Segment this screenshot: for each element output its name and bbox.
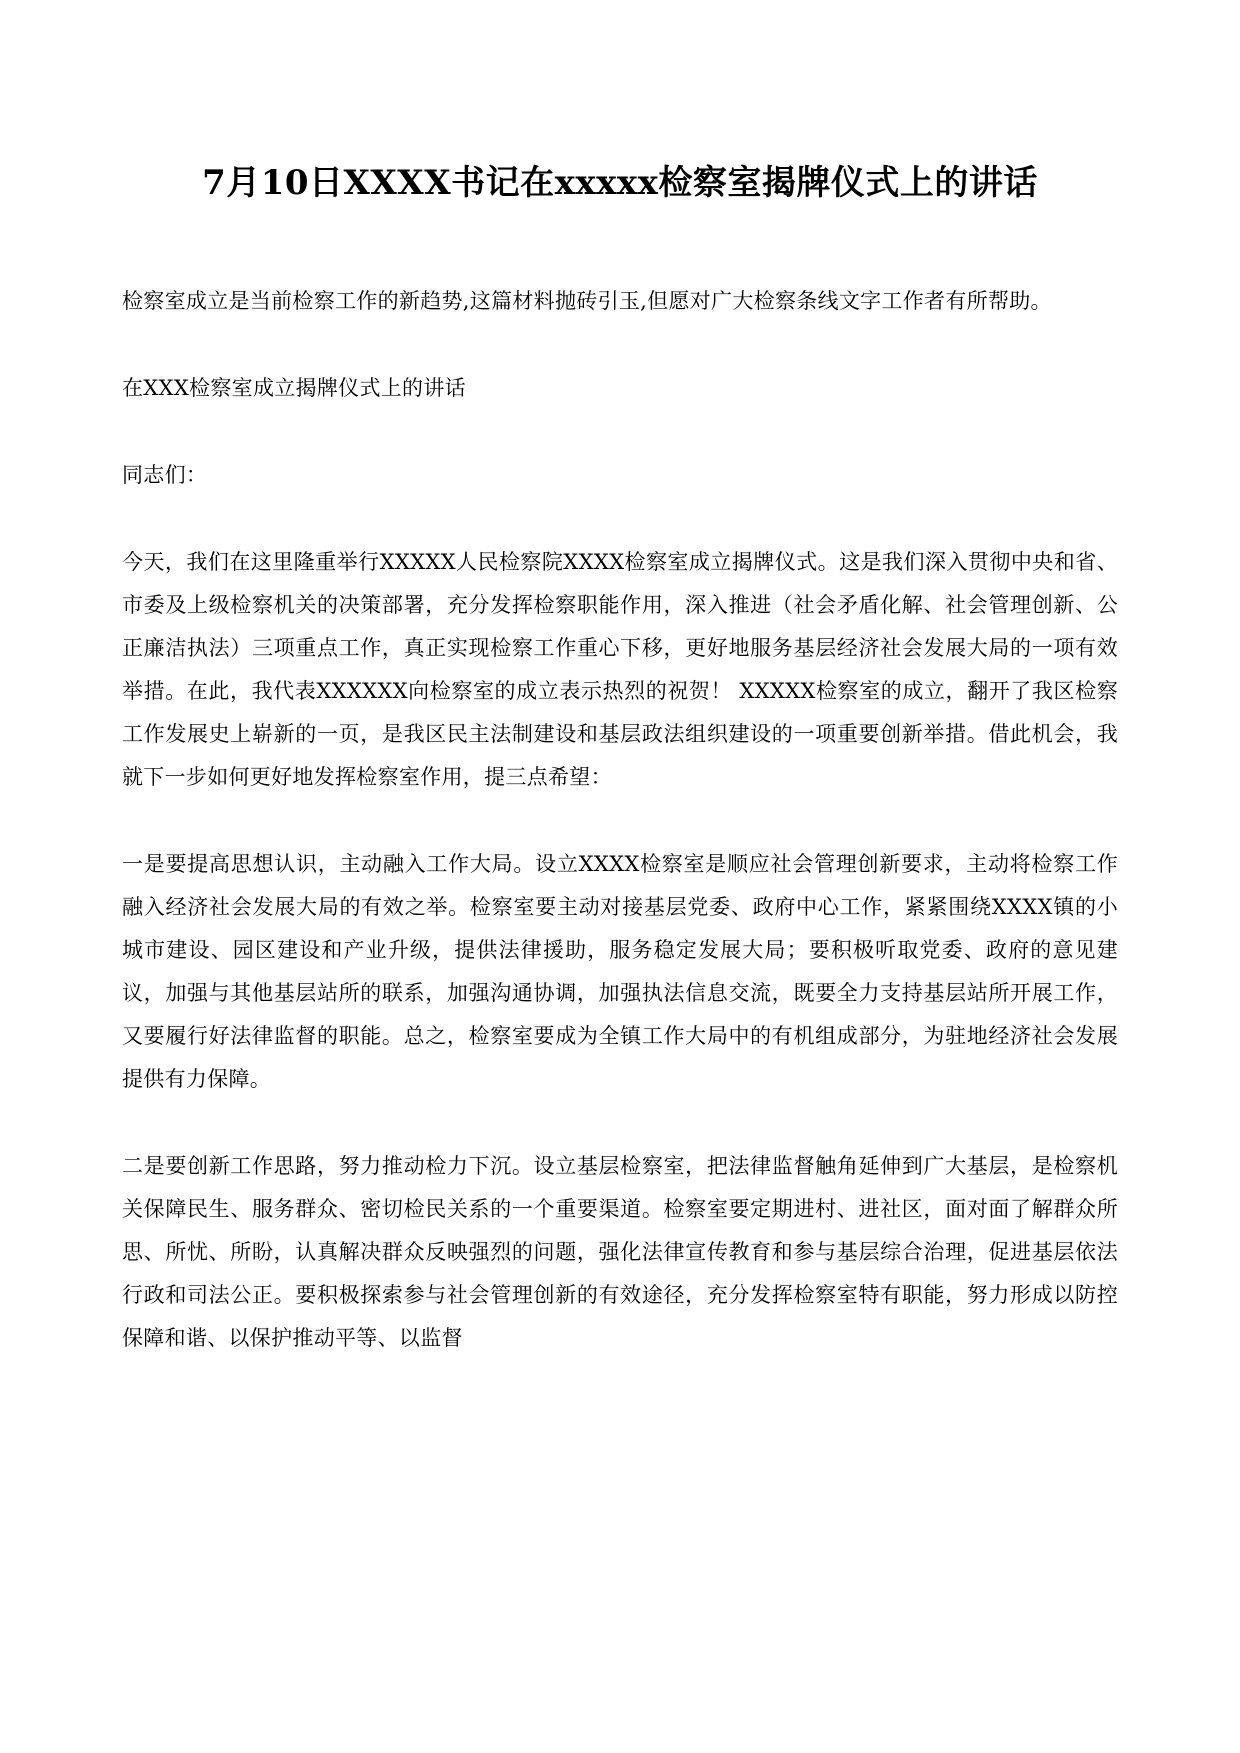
body-paragraph-opening: 今天，我们在这里隆重举行XXXXX人民检察院XXXX检察室成立揭牌仪式。这是我们深入贯彻中央和省、市委及上级检察机关的决策部署，充分发挥检察职能作用，深入推进（社会矛盾化解、社会管理创新、公正廉洁执法）三项重点工作，真正实现检察工作重心下移，更好地服务基层经济社会发展大局的一项有效举措。在此，我代表XXXXXX向检察室的成立表示热烈的祝贺！ XXXXX检察室的成立，翻开了我区检察工作发展史上崭新的一页，是我区民主法制建设和基层政法组织建设的一项重要创新举措。借此机会，我就下一步如何更好地发挥检察室作用，提三点希望： (122, 550, 1118, 789)
body-paragraph-point-one: 一是要提高思想认识，主动融入工作大局。设立XXXX检察室是顺应社会管理创新要求，主动将检察工作融入经济社会发展大局的有效之举。检察室要主动对接基层党委、政府中心工作，紧紧围绕XXXX镇的小城市建设、园区建设和产业升级，提供法律援助，服务稳定发展大局；要积极听取党委、政府的意见建议，加强与其他基层站所的联系，加强沟通协调，加强执法信息交流，既要全力支持基层站所开展工作，又要履行好法律监督的职能。总之，检察室要成为全镇工作大局中的有机组成部分，为驻地经济社会发展提供有力保障。 (122, 852, 1118, 1091)
document-title: 7月10日XXXX书记在xxxxx检察室揭牌仪式上的讲话 (202, 163, 1038, 203)
intro-paragraph: 检察室成立是当前检察工作的新趋势,这篇材料抛砖引玉,但愿对广大检察条线文字工作者有所帮助。 (122, 289, 1052, 313)
body-paragraph-point-two: 二是要创新工作思路，努力推动检力下沉。设立基层检察室，把法律监督触角延伸到广大基层，是检察机关保障民生、服务群众、密切检民关系的一个重要渠道。检察室要定期进村、进社区，面对面了解群众所思、所忧、所盼，认真解决群众反映强烈的问题，强化法律宣传教育和参与基层综合治理，促进基层依法行政和司法公正。要积极探索参与社会管理创新的有效途径，充分发挥检察室特有职能，努力形成以防控保障和谐、以保护推动平等、以监督 (122, 1154, 1118, 1350)
speech-heading: 在XXX检察室成立揭牌仪式上的讲话 (122, 376, 466, 400)
greeting: 同志们： (122, 463, 208, 487)
